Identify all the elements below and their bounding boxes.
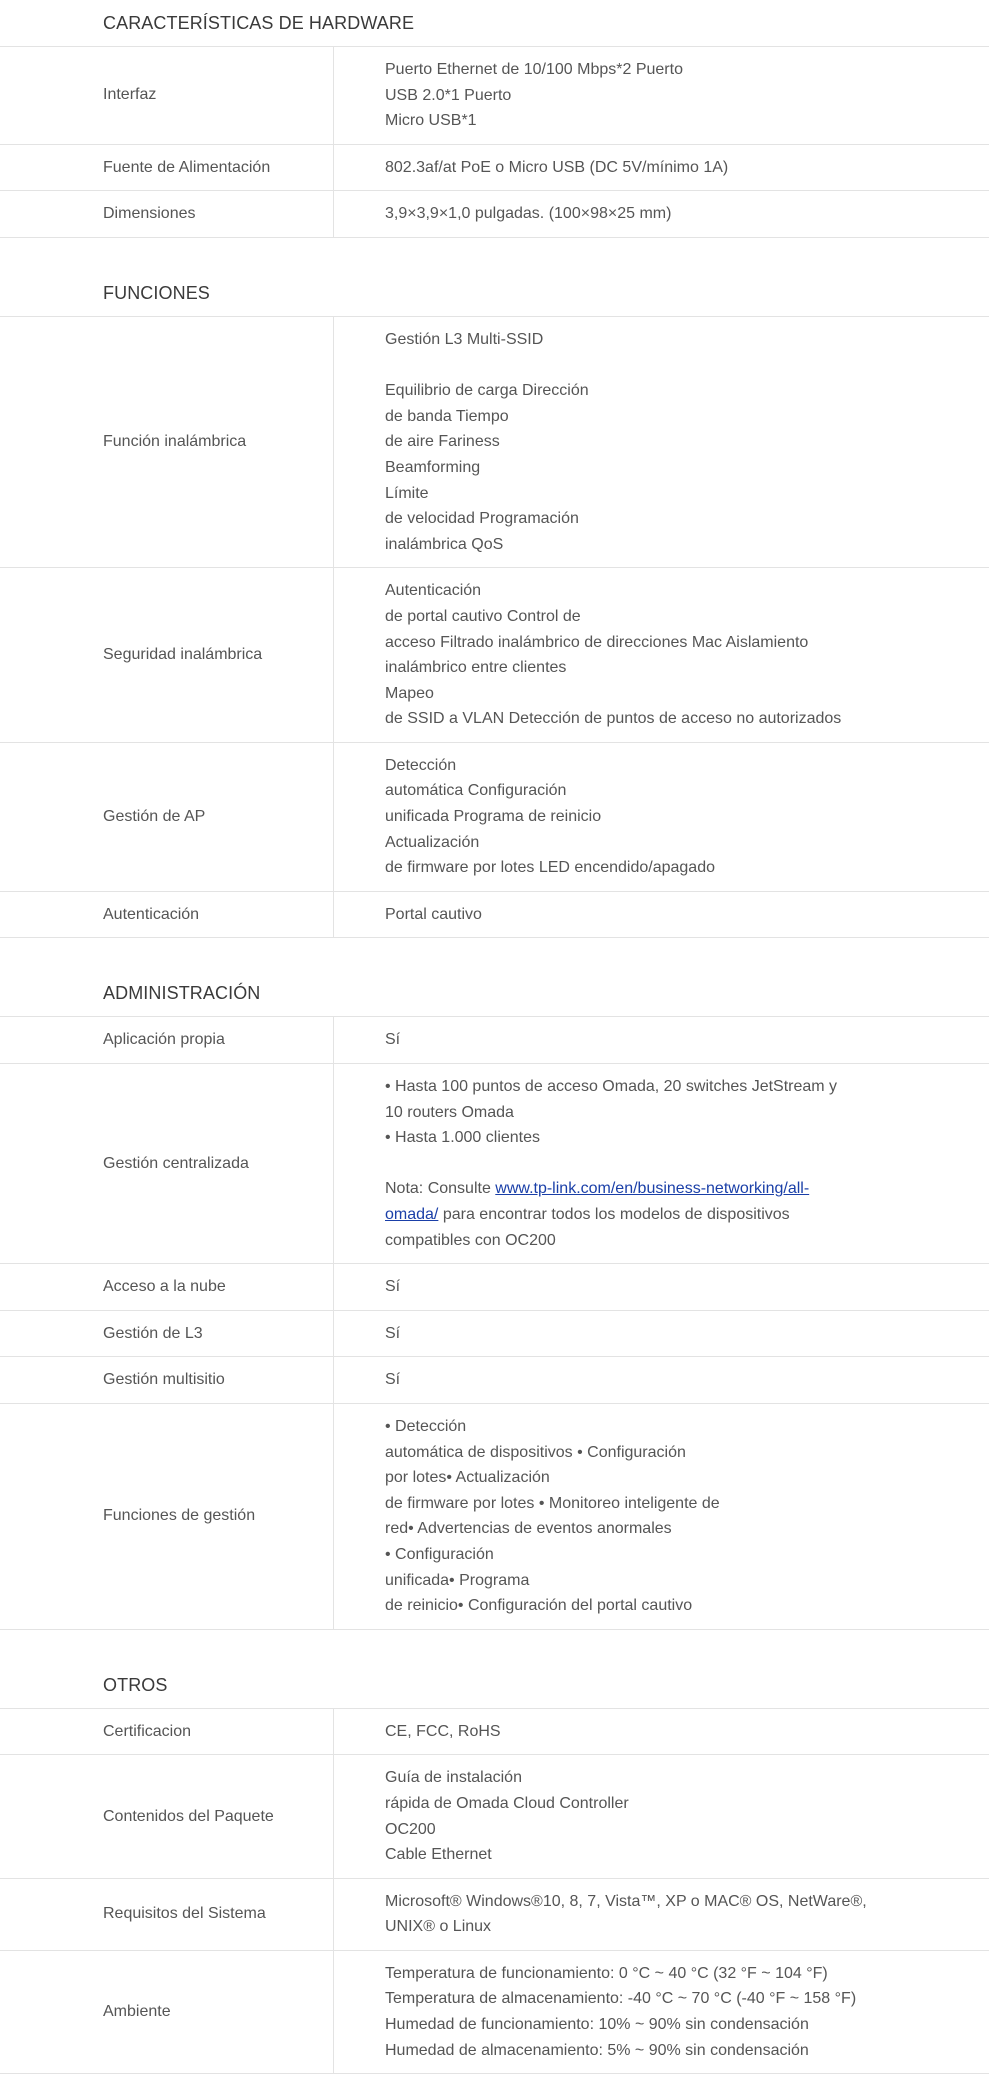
value-line: Beamforming [385,458,481,476]
row-label: Autenticación [0,892,334,938]
spec-row-gestion-multisitio [0,1357,989,1404]
section-administracion [0,938,989,1629]
value-line [385,353,969,379]
value-line: Portal cautivo [385,905,482,923]
row-value [334,1264,989,1310]
section-caracteristicas-de-hardware [0,0,989,238]
value-line: Mapeo [385,684,434,702]
row-value [334,1951,989,2073]
omada-models-link[interactable]: www.tp-link.com/en/business-networking/all- [495,1180,810,1198]
value-line: UNIX® o Linux [385,1918,492,1936]
value-line: acceso Filtrado inalámbrico de direcciones Mac Aislamiento [385,633,809,651]
value-line: de velocidad Programación [385,510,579,528]
row-label: Fuente de Alimentación [0,145,334,191]
value-line: Detección [385,756,457,774]
value-line: • Configuración [385,1545,494,1563]
value-line: 802.3af/at PoE o Micro USB (DC 5V/mínimo 1A) [385,158,729,176]
value-line: unificada Programa de reinicio [385,808,602,826]
spec-row-dimensiones [0,191,989,238]
section-spacer [0,938,989,970]
spec-row-gestion-de-ap [0,743,989,892]
row-label: Dimensiones [0,191,334,237]
row-value [334,568,989,742]
row-label: Contenidos del Paquete [0,1755,334,1877]
row-label: Gestión de AP [0,743,334,891]
row-value [334,191,989,237]
value-line: Actualización [385,833,480,851]
value-line: red• Advertencias de eventos anormales [385,1520,672,1538]
section-otros [0,1630,989,2074]
value-line: Sí [385,1031,401,1049]
value-line: Puerto Ethernet de 10/100 Mbps*2 Puerto [385,61,683,78]
value-line: Sí [385,1324,401,1342]
row-label: Gestión multisitio [0,1357,334,1403]
section-spacer [0,1630,989,1662]
value-line: de firmware por lotes LED encendido/apagado [385,859,715,877]
row-label: Aplicación propia [0,1017,334,1063]
value-line: Sí [385,1278,401,1296]
spec-row-aplicacion-propia [0,1017,989,1064]
value-line: Autenticación [385,582,482,600]
row-label: Gestión de L3 [0,1311,334,1357]
value-line: Humedad de almacenamiento: 5% ~ 90% sin condensación [385,2041,809,2059]
row-label: Funciones de gestión [0,1404,334,1629]
section-funciones [0,238,989,938]
row-label: Interfaz [0,47,334,144]
spec-row-gestion-de-l3 [0,1311,989,1358]
note-suffix: para encontrar todos los modelos de dispositivos [438,1206,790,1223]
row-value [334,1357,989,1403]
value-line: de portal cautivo Control de [385,607,581,625]
value-line: inalámbrica QoS [385,535,504,553]
value-line: automática de dispositivos • Configuración [385,1443,686,1461]
value-line: de SSID a VLAN Detección de puntos de acceso no autorizados [385,710,842,728]
omada-models-link-cont[interactable]: omada/ [385,1206,439,1223]
value-line: Micro USB*1 [385,112,477,130]
value-line: • Detección [385,1417,467,1435]
row-value [334,892,989,938]
row-label: Gestión centralizada [0,1064,334,1263]
row-value [334,145,989,191]
value-line: por lotes• Actualización [385,1469,550,1487]
value-line: de banda Tiempo [385,407,509,425]
row-value [334,1017,989,1063]
value-line: 10 routers Omada [385,1103,514,1121]
value-line: Gestión L3 Multi-SSID [385,330,544,348]
value-line: Temperatura de almacenamiento: -40 °C ~ 70 °C (-40 °F ~ 158 °F) [385,1990,857,2008]
note-prefix: Nota: Consulte [385,1180,496,1198]
row-value [334,1709,989,1755]
spec-row-requisitos-del-sistema [0,1879,989,1951]
row-value [334,1404,989,1629]
row-label: Función inalámbrica [0,317,334,567]
row-label: Acceso a la nube [0,1264,334,1310]
value-line: • Hasta 100 puntos de acceso Omada, 20 switches JetStream y [385,1078,838,1096]
value-line: de aire Fariness [385,433,500,451]
value-line: rápida de Omada Cloud Controller [385,1794,629,1812]
value-line: unificada• Programa [385,1571,530,1589]
value-line: Sí [385,1371,401,1389]
value-line: de reinicio• Configuración del portal cautivo [385,1597,693,1615]
row-value [334,743,989,891]
row-label: Ambiente [0,1951,334,2073]
spec-row-funciones-de-gestion [0,1404,989,1630]
spec-row-seguridad-inalambrica [0,568,989,743]
value-line: Cable Ethernet [385,1846,492,1864]
section-spacer [0,238,989,270]
spec-row-interfaz [0,47,989,145]
value-line: Microsoft® Windows®10, 8, 7, Vista™, XP o MAC® OS, NetWare®, [385,1892,867,1910]
value-line: • Hasta 1.000 clientes [385,1129,541,1147]
row-label: Requisitos del Sistema [0,1879,334,1950]
spec-row-contenidos-del-paquete [0,1755,989,1878]
row-label: Seguridad inalámbrica [0,568,334,742]
spec-row-ambiente [0,1951,989,2074]
spec-row-funcion-inalambrica [0,317,989,568]
spec-row-autenticacion [0,892,989,939]
spec-row-fuente-de-alimentacion [0,145,989,192]
row-value [334,1311,989,1357]
value-line: inalámbrico entre clientes [385,659,567,677]
row-label: Certificacion [0,1709,334,1755]
value-line: CE, FCC, RoHS [385,1722,501,1740]
value-line [385,1151,969,1177]
value-line: de firmware por lotes • Monitoreo inteligente de [385,1494,720,1512]
value-line: Humedad de funcionamiento: 10% ~ 90% sin condensación [385,2016,809,2034]
note-line [385,1202,969,1228]
section-title: FUNCIONES [0,270,989,317]
value-line: Equilibrio de carga Dirección [385,382,589,400]
section-title: CARACTERÍSTICAS DE HARDWARE [0,0,989,47]
row-value [334,1879,989,1950]
row-value [334,1755,989,1877]
value-line: Guía de instalación [385,1769,522,1787]
row-value [334,47,989,144]
row-value [334,317,989,567]
row-value [334,1064,989,1263]
value-line: Temperatura de funcionamiento: 0 °C ~ 40 °C (32 °F ~ 104 °F) [385,1964,828,1982]
value-line: OC200 [385,1820,436,1838]
spec-row-gestion-centralizada [0,1064,989,1264]
value-line: 3,9×3,9×1,0 pulgadas. (100×98×25 mm) [385,205,672,223]
spec-row-acceso-a-la-nube [0,1264,989,1311]
spec-row-certificacion [0,1709,989,1756]
value-line: automática Configuración [385,782,567,800]
section-title: ADMINISTRACIÓN [0,970,989,1017]
value-line: USB 2.0*1 Puerto [385,86,512,104]
note-line: compatibles con OC200 [385,1231,556,1249]
note-line [385,1176,969,1202]
section-title: OTROS [0,1662,989,1709]
value-line: Límite [385,484,429,502]
